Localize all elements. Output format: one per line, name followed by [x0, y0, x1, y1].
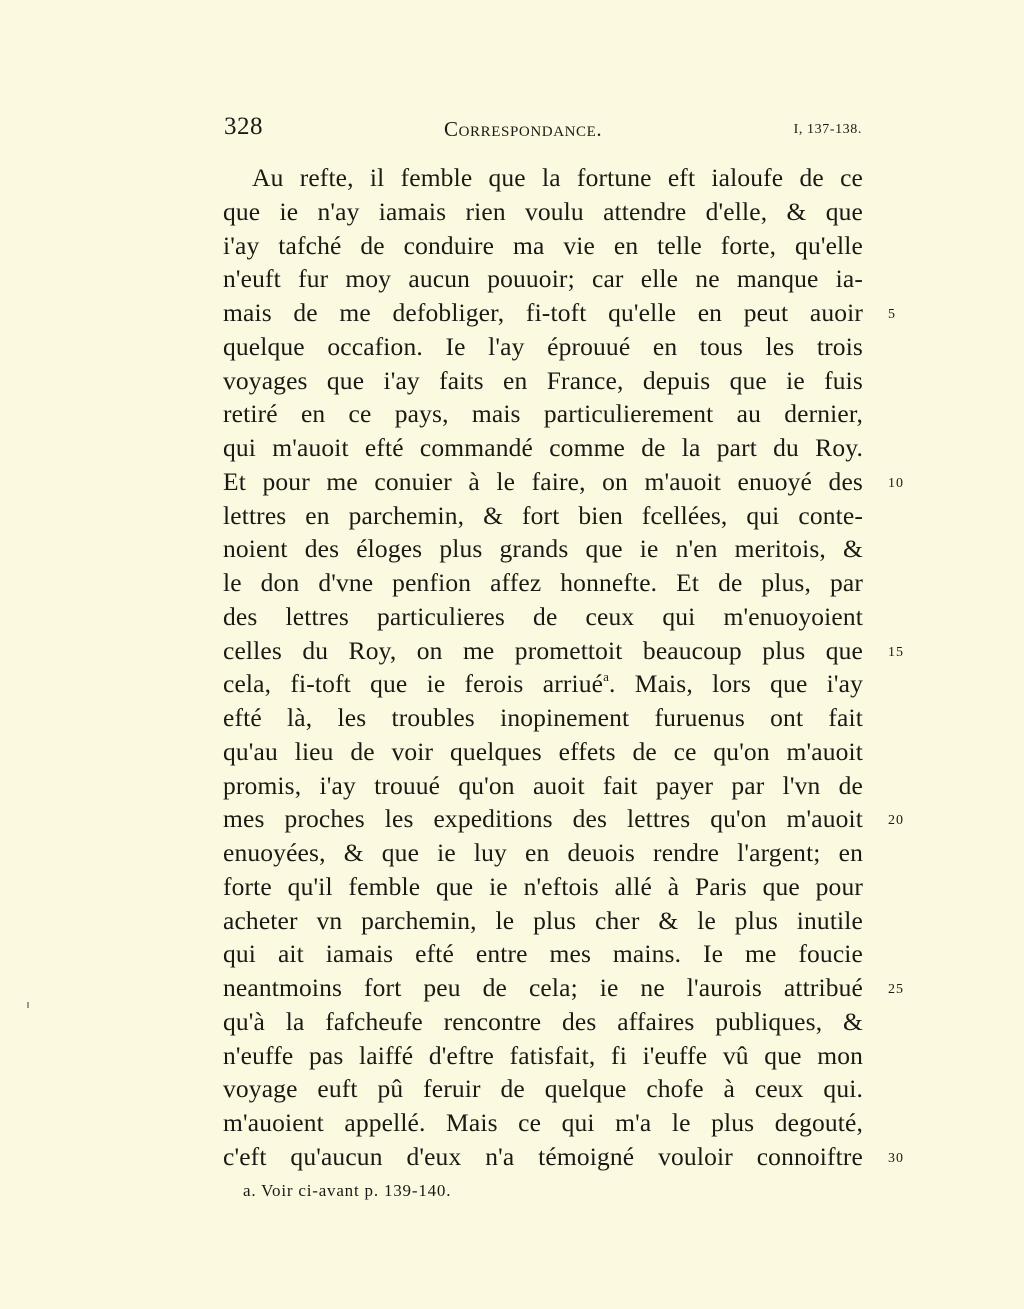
text-line: noient des éloges plus grands que ie n'en meritois, &: [223, 534, 863, 564]
text-line: qu'à la fafcheufe rencontre des affaires publiques, &: [223, 1006, 863, 1036]
text-line: i'ay tafché de conduire ma vie en telle forte, qu'elle: [223, 230, 863, 260]
line-number: 10: [888, 475, 904, 491]
text-line: n'euffe pas laiffé d'eftre fatisfait, fi i'euffe vû que mon: [223, 1040, 863, 1070]
text-line: celles du Roy, on me promettoit beaucoup plus que 15: [223, 634, 863, 668]
text-line: lettres en parchemin, & fort bien fcellées, qui conte-: [223, 500, 863, 530]
line-number: 30: [888, 1150, 904, 1166]
text-line: voyage euft pû feruir de quelque chofe à ceux qui.: [223, 1074, 863, 1104]
text-line: promis, i'ay trouué qu'on auoit fait payer par l'vn de: [223, 770, 863, 800]
page-number: 328: [224, 113, 263, 140]
text-line: mes proches les expeditions des lettres qu'on m'auoit 20: [223, 802, 863, 836]
text-line: c'eft qu'aucun d'eux n'a témoigné vouloir connoiftre 30: [223, 1140, 863, 1174]
page-reference: I, 137-138.: [793, 122, 862, 137]
scan-speck: [27, 1002, 29, 1008]
text-line: retiré en ce pays, mais particulierement au dernier,: [223, 399, 863, 429]
text-line: des lettres particulieres de ceux qui m'enuoyoient: [223, 601, 863, 631]
text-line: forte qu'il femble que ie n'eftois allé à Paris que pour: [223, 871, 863, 901]
text-line: le don d'vne penfion affez honnefte. Et de plus, par: [223, 568, 863, 597]
text-line: quelque occafion. Ie l'ay éprouué en tous les trois: [223, 331, 863, 361]
text-line: n'euft fur moy aucun pouuoir; car elle ne manque ia-: [223, 264, 863, 294]
text-line: voyages que i'ay faits en France, depuis que ie fuis: [223, 365, 863, 395]
line-number: 25: [888, 982, 904, 997]
text-line: Au refte, il femble que la fortune eft ialoufe de ce: [252, 163, 863, 192]
footnote-reference[interactable]: a: [603, 669, 609, 685]
line-number: 15: [888, 644, 904, 660]
text-line: Et pour me conuier à le faire, on m'auoit enuoyé des 10: [223, 465, 863, 499]
text-line: enuoyées, & que ie luy en deuois rendre l'argent; en: [223, 838, 863, 867]
text-line: cela, fi-toft que ie ferois arriué$^a$. Mais, lors que i'ay: [223, 669, 863, 699]
text-line: qui m'auoit efté commandé comme de la part du Roy.: [223, 433, 863, 462]
text-line: qui ait iamais efté entre mes mains. Ie me foucie: [223, 939, 863, 969]
text-line: neantmoins fort peu de cela; ie ne l'aurois attribué 25: [223, 971, 863, 1005]
text-line: mais de me defobliger, fi-toft qu'elle en peut auoir 5: [223, 296, 863, 330]
text-line: acheter vn parchemin, le plus cher & le plus inutile: [223, 905, 863, 935]
text-line: qu'au lieu de voir quelques effets de ce qu'on m'auoit: [223, 736, 863, 766]
text-line: m'auoient appellé. Mais ce qui m'a le plus degouté,: [223, 1108, 863, 1137]
running-header: [224, 113, 862, 147]
text-line: que ie n'ay iamais rien voulu attendre d'elle, & que: [223, 196, 863, 226]
footnote: a. Voir ci-avant p. 139-140.: [243, 1181, 452, 1200]
running-title: Correspondance.: [444, 117, 603, 141]
line-number: 20: [888, 813, 904, 829]
line-number: 5: [888, 307, 896, 322]
body-text: [223, 161, 904, 1174]
text-line: efté là, les troubles inopinement furuenus ont fait: [223, 703, 863, 732]
